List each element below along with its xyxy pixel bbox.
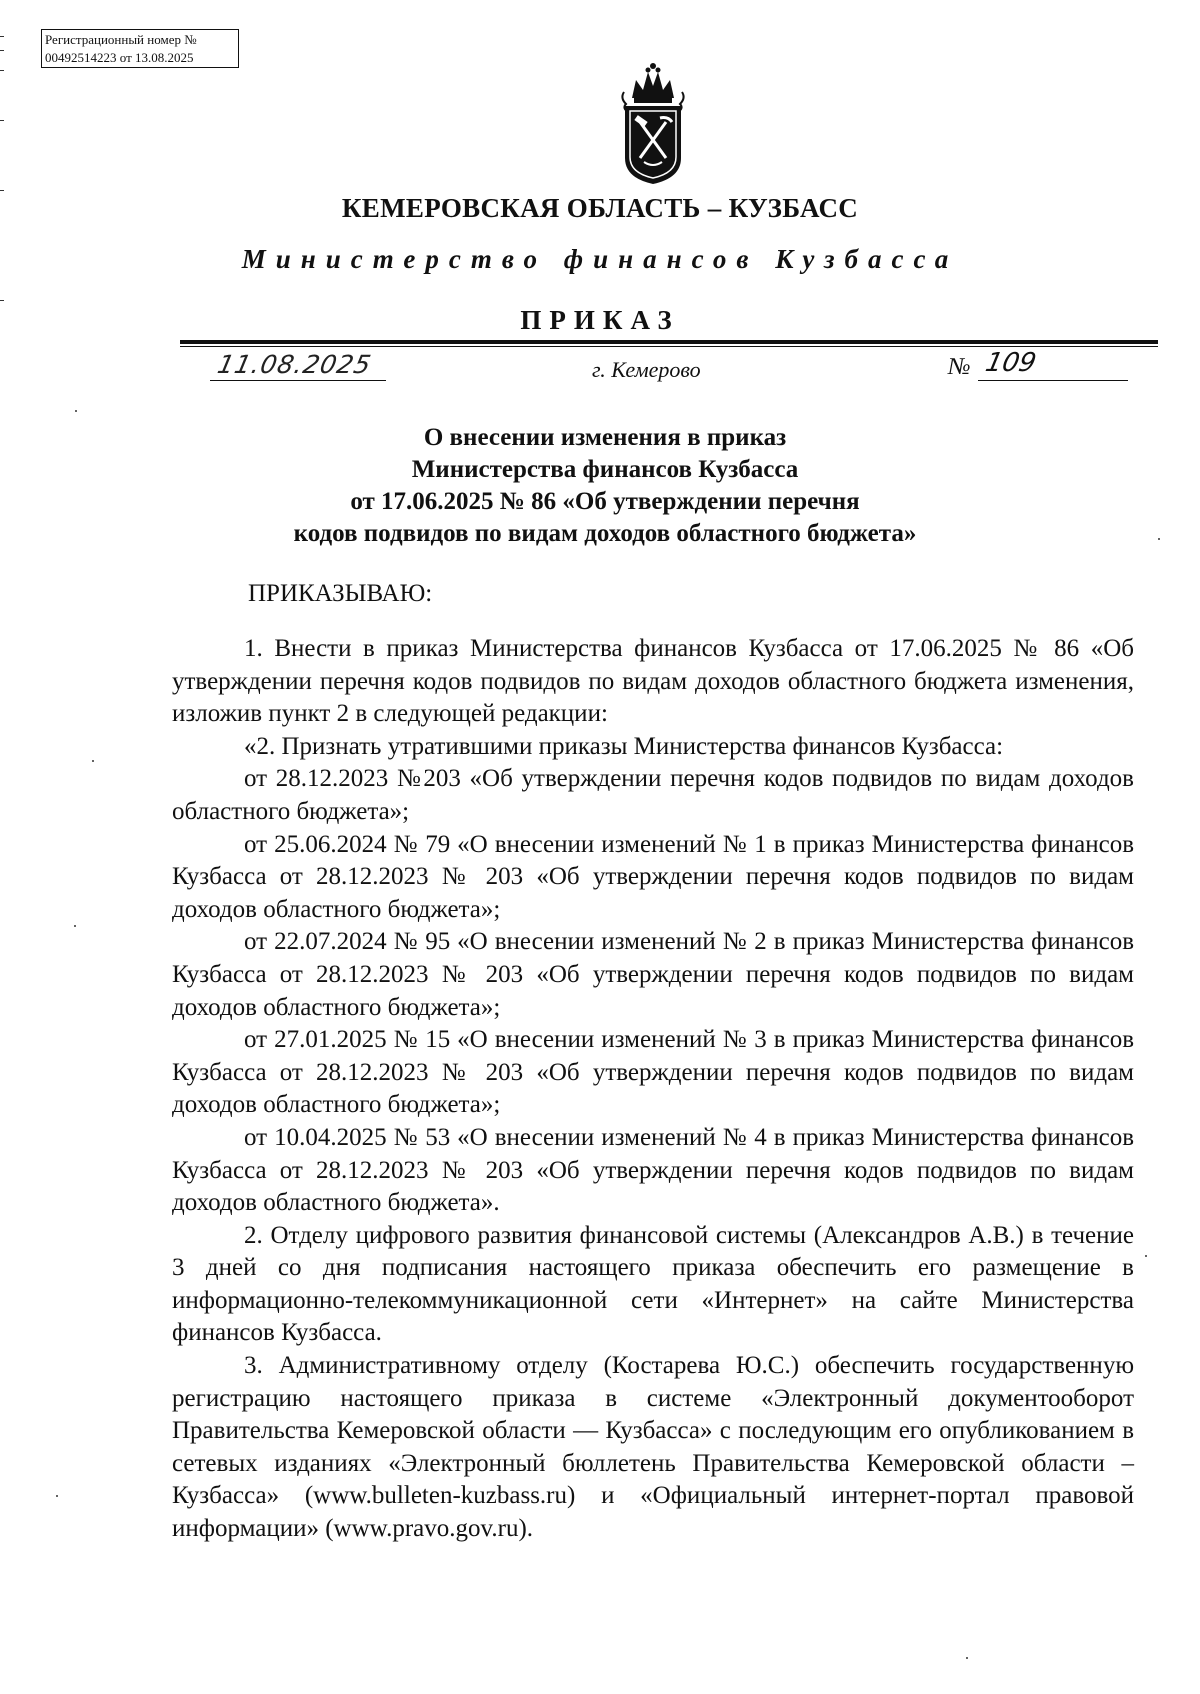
paragraph-8: 2. Отделу цифрового развития финансовой системы (Александров А.В.) в течение 3 дней со дня подписания настоящего приказа обеспечить его размещение в информационно-телекоммуникационной сети «Интернет» на сайте Министерства финансов Кузбасса. xyxy=(172,1221,1134,1347)
title-line: О внесении изменения в приказ xyxy=(423,424,787,451)
coat-of-arms-emblem xyxy=(618,58,688,188)
document-number xyxy=(948,348,1039,381)
date-handwritten: 11.08.2025 xyxy=(214,350,375,379)
scan-speck xyxy=(92,760,94,762)
number-handwritten: 109 xyxy=(982,348,1039,378)
header-divider-thick xyxy=(180,340,1158,344)
paragraph-2: «2. Признать утратившими приказы Министерства финансов Кузбасса: xyxy=(244,732,1004,760)
scan-speck xyxy=(1158,538,1160,540)
title-line: кодов подвидов по видам доходов областного бюджета» xyxy=(293,520,917,547)
date-underline xyxy=(210,380,386,381)
scan-speck xyxy=(75,410,77,412)
scan-speck xyxy=(56,1495,58,1497)
registration-line-1: Регистрационный номер № xyxy=(45,32,197,47)
ministry-heading: Министерство финансов Кузбасса xyxy=(241,244,959,274)
order-directive: ПРИКАЗЫВАЮ: xyxy=(248,580,433,607)
document-city: г. Кемерово xyxy=(592,357,701,382)
registration-line-2: 00492514223 от 13.08.2025 xyxy=(45,50,194,65)
paragraph-7: от 10.04.2025 № 53 «О внесении изменений № 4 в приказ Министерства финансов Кузбасса от 28.12.2023 № 203 «Об утверждении перечня кодов подвидов по видам доходов областного бюджета». xyxy=(172,1123,1134,1217)
document-date xyxy=(210,350,386,380)
title-line: Министерства финансов Кузбасса xyxy=(411,456,799,483)
paragraph-1: 1. Внести в приказ Министерства финансов Кузбасса от 17.06.2025 № 86 «Об утверждении перечня кодов подвидов по видам доходов областного бюджета изменения, изложив пункт 2 в следующей редакции: xyxy=(172,635,1134,728)
paragraph-4: от 25.06.2024 № 79 «О внесении изменений № 1 в приказ Министерства финансов Кузбасса от 28.12.2023 № 203 «Об утверждении перечня кодов подвидов по видам доходов областного бюджета»; xyxy=(172,830,1134,923)
document-body xyxy=(172,633,1134,1546)
scan-speck xyxy=(966,1657,968,1659)
number-label: № xyxy=(948,354,971,380)
registration-stamp xyxy=(41,29,239,68)
paragraph-9: 3. Административному отделу (Костарева Ю.С.) обеспечить государственную регистрацию настоящего приказа в системе «Электронный документооборот Правительства Кемеровской области — Кузбасса» с последующим его опубликованием в сетевых изданиях «Электронный бюллетень Правительства Кемеровской области – Кузбасса» (www.bulleten-kuzbass.ru) и «Официальный интернет-портал правовой информации» (www.pravo.gov.ru). xyxy=(172,1352,1134,1543)
region-heading: КЕМЕРОВСКАЯ ОБЛАСТЬ – КУЗБАСС xyxy=(341,193,859,223)
title-line: от 17.06.2025 № 86 «Об утверждении перечня xyxy=(350,488,860,515)
paragraph-3: от 28.12.2023 №203 «Об утверждении перечня кодов подвидов по видам доходов областного бюджета»; xyxy=(172,765,1134,825)
scan-speck xyxy=(74,925,76,927)
paragraph-5: от 22.07.2024 № 95 «О внесении изменений № 2 в приказ Министерства финансов Кузбасса от 28.12.2023 № 203 «Об утверждении перечня кодов подвидов по видам доходов областного бюджета»; xyxy=(172,928,1134,1021)
document-type-heading: ПРИКАЗ xyxy=(520,305,680,335)
paragraph-6: от 27.01.2025 № 15 «О внесении изменений № 3 в приказ Министерства финансов Кузбасса от 28.12.2023 № 203 «Об утверждении перечня кодов подвидов по видам доходов областного бюджета»; xyxy=(172,1026,1134,1119)
scan-speck xyxy=(1145,1255,1147,1257)
header-divider-thin xyxy=(180,346,1158,347)
number-underline xyxy=(978,380,1128,381)
document-title xyxy=(170,422,1040,550)
